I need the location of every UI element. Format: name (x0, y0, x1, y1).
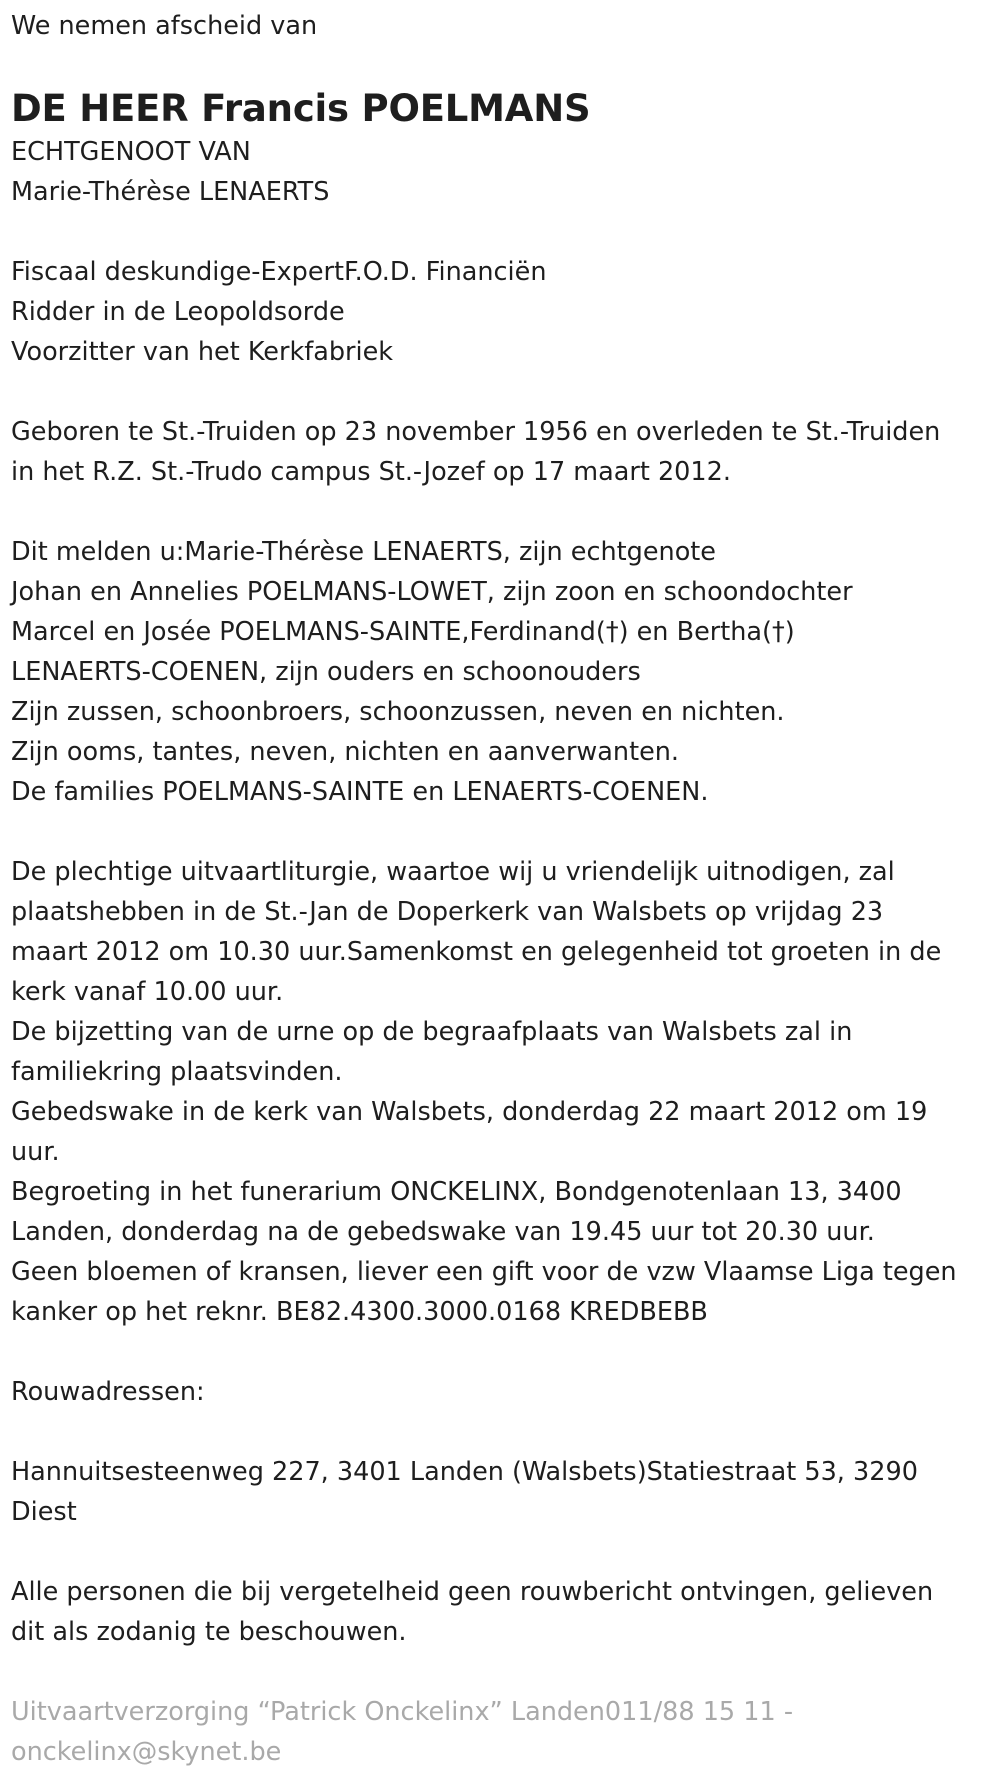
announcer-line: Johan en Annelies POELMANS-LOWET, zijn zoon en schoondochter (11, 577, 853, 607)
announcer-line: De families POELMANS-SAINTE en LENAERTS-COENEN. (11, 777, 709, 807)
addresses-label: Rouwadressen: (11, 1377, 205, 1407)
footer-email: onckelinx@skynet.be (11, 1737, 282, 1767)
addresses-block (11, 1452, 989, 1532)
ceremony-line: De plechtige uitvaartliturgie, waartoe wij u vriendelijk uitnodigen, zal (11, 857, 895, 887)
spouse-name: Marie-Thérèse LENAERTS (11, 177, 330, 207)
ceremony-line: Geen bloemen of kransen, liever een gift voor de vzw Vlaamse Liga tegen (11, 1257, 957, 1287)
address-line: Hannuitsesteenweg 227, 3401 Landen (Walsbets)Statiestraat 53, 3290 (11, 1457, 918, 1487)
announcer-line: LENAERTS-COENEN, zijn ouders en schoonouders (11, 657, 641, 687)
spacer (11, 1532, 989, 1572)
ceremony-line: plaatshebben in de St.-Jan de Doperkerk van Walsbets op vrijdag 23 (11, 897, 884, 927)
spouse-label: ECHTGENOOT VAN (11, 137, 251, 167)
birth-death-line: in het R.Z. St.-Trudo campus St.-Jozef op 17 maart 2012. (11, 457, 731, 487)
ceremony-line: Gebedswake in de kerk van Walsbets, donderdag 22 maart 2012 om 19 (11, 1097, 928, 1127)
birth-death-line: Geboren te St.-Truiden op 23 november 1956 en overleden te St.-Truiden (11, 417, 941, 447)
footer-line: Uitvaartverzorging “Patrick Onckelinx” Landen011/88 15 11 - (11, 1697, 794, 1727)
title-line: Ridder in de Leopoldsorde (11, 297, 345, 327)
title-line: Fiscaal deskundige-ExpertF.O.D. Financiën (11, 257, 547, 287)
closing-line: dit als zodanig te beschouwen. (11, 1617, 407, 1647)
closing-block (11, 1572, 989, 1652)
spacer (11, 812, 989, 852)
birth-death-block (11, 412, 989, 492)
ceremony-line: De bijzetting van de urne op de begraafplaats van Walsbets zal in (11, 1017, 853, 1047)
spacer (11, 1332, 989, 1372)
spacer (11, 492, 989, 532)
announcer-line: Zijn zussen, schoonbroers, schoonzussen, neven en nichten. (11, 697, 785, 727)
ceremony-block (11, 852, 989, 1332)
intro-text: We nemen afscheid van (11, 11, 318, 41)
titles-block (11, 252, 989, 372)
closing-line: Alle personen die bij vergetelheid geen rouwbericht ontvingen, gelieven (11, 1577, 934, 1607)
spacer (11, 1652, 989, 1692)
funeral-home-footer (11, 1692, 989, 1772)
title-line: Voorzitter van het Kerkfabriek (11, 337, 394, 367)
deceased-name: DE HEER Francis POELMANS (11, 87, 591, 130)
announcers-block (11, 532, 989, 812)
ceremony-line: kerk vanaf 10.00 uur. (11, 977, 284, 1007)
ceremony-line: uur. (11, 1137, 60, 1167)
announcer-line: Zijn ooms, tantes, neven, nichten en aanverwanten. (11, 737, 680, 767)
spacer (11, 372, 989, 412)
spacer (11, 1412, 989, 1452)
spacer (11, 212, 989, 252)
ceremony-line: maart 2012 om 10.30 uur.Samenkomst en gelegenheid tot groeten in de (11, 937, 942, 967)
ceremony-line: kanker op het reknr. BE82.4300.3000.0168 KREDBEBB (11, 1297, 708, 1327)
address-line: Diest (11, 1497, 77, 1527)
ceremony-line: Landen, donderdag na de gebedswake van 19.45 uur tot 20.30 uur. (11, 1217, 875, 1247)
ceremony-line: Begroeting in het funerarium ONCKELINX, Bondgenotenlaan 13, 3400 (11, 1177, 902, 1207)
deceased-block (11, 86, 989, 212)
announcer-line: Dit melden u:Marie-Thérèse LENAERTS, zijn echtgenote (11, 537, 716, 567)
announcer-line: Marcel en Josée POELMANS-SAINTE,Ferdinand(†) en Bertha(†) (11, 617, 795, 647)
ceremony-line: familiekring plaatsvinden. (11, 1057, 343, 1087)
